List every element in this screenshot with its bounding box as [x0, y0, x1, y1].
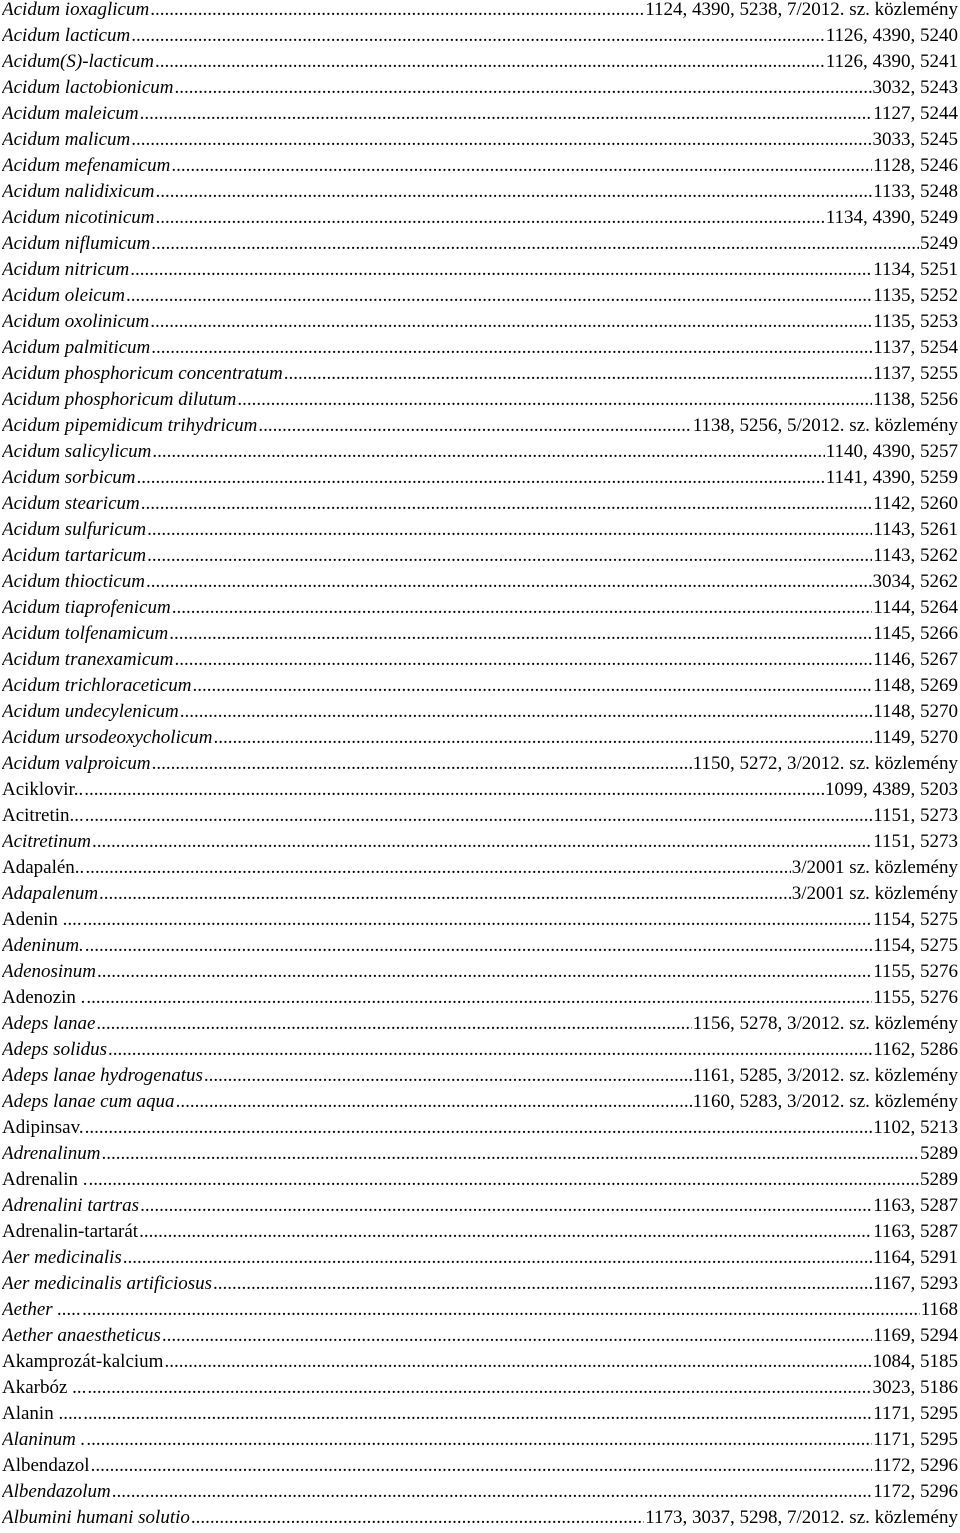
dot-leader: [156, 179, 873, 205]
index-entry: [2, 1453, 958, 1479]
dot-leader: [146, 569, 872, 595]
dot-leader: [139, 1219, 872, 1245]
dot-leader: [131, 127, 871, 153]
index-entry: [2, 1401, 958, 1427]
entry-term: Adeninum.: [2, 935, 84, 956]
entry-page-references: 1154, 5275: [873, 909, 958, 930]
entry-term: Acidum salicylicum: [2, 441, 152, 462]
index-entry: [2, 439, 958, 465]
entry-term: Acidum tolfenamicum: [2, 623, 169, 644]
entry-page-references: 3032, 5243: [872, 77, 958, 98]
dot-leader: [169, 621, 872, 647]
dot-leader: [112, 1479, 872, 1505]
entry-term: Acidum pipemidicum trihydricum: [2, 415, 258, 436]
entry-page-references: 3034, 5262: [872, 571, 958, 592]
entry-term: Acidum sulfuricum: [2, 519, 147, 540]
index-entry: [2, 1297, 958, 1323]
dot-leader: [99, 881, 791, 907]
index-entry: [2, 1479, 958, 1505]
entry-term: Acidum undecylenicum: [2, 701, 179, 722]
entry-page-references: 1168: [920, 1299, 958, 1320]
index-entry: [2, 179, 958, 205]
index-entry: [2, 699, 958, 725]
entry-page-references: 1172, 5296: [873, 1455, 958, 1476]
dot-leader: [91, 1453, 873, 1479]
entry-term: Acitretinum: [2, 831, 91, 852]
dot-leader: [102, 1141, 919, 1167]
entry-term: Acidum oxolinicum: [2, 311, 150, 332]
entry-term: Acidum tartaricum: [2, 545, 147, 566]
dot-leader: [152, 439, 824, 465]
index-entry: [2, 1245, 958, 1271]
entry-page-references: 1137, 5254: [873, 337, 958, 358]
dot-leader: [237, 387, 872, 413]
index-entry: [2, 335, 958, 361]
entry-term: Acidum valproicum: [2, 753, 151, 774]
entry-page-references: 3023, 5186: [872, 1377, 958, 1398]
index-entry: [2, 0, 958, 23]
index-entry: [2, 361, 958, 387]
index-entry: [2, 1271, 958, 1297]
index-entry: [2, 1323, 958, 1349]
index-entry: [2, 283, 958, 309]
dot-leader: [130, 257, 872, 283]
index-entry: [2, 257, 958, 283]
entry-term: Adenozin .: [2, 987, 86, 1008]
dot-leader: [258, 413, 691, 439]
entry-page-references: 1148, 5269: [873, 675, 958, 696]
dot-leader: [191, 1505, 644, 1531]
entry-page-references: 1163, 5287: [873, 1221, 958, 1242]
index-entry: [2, 777, 958, 803]
entry-term: Acidum(S)-lacticum: [2, 51, 154, 72]
entry-term: Adrenalin-tartarát: [2, 1221, 139, 1242]
dot-leader: [85, 855, 790, 881]
entry-term: Acidum thiocticum: [2, 571, 145, 592]
entry-page-references: 1163, 5287: [873, 1195, 958, 1216]
entry-term: Aether anaestheticus: [2, 1325, 161, 1346]
dot-leader: [174, 647, 872, 673]
entry-term: Adapalenum: [2, 883, 99, 904]
dot-leader: [85, 1115, 873, 1141]
entry-term: Adeps lanae hydrogenatus: [2, 1065, 203, 1086]
entry-term: Acidum trichloraceticum: [2, 675, 192, 696]
index-entry: [2, 127, 958, 153]
dot-leader: [204, 1063, 692, 1089]
entry-page-references: 1173, 3037, 5298, 7/2012. sz. közlemény: [645, 1507, 958, 1528]
dot-leader: [123, 1245, 872, 1271]
entry-page-references: 1149, 5270: [873, 727, 958, 748]
dot-leader: [140, 1193, 872, 1219]
entry-term: Acidum stearicum: [2, 493, 140, 514]
index-entry: [2, 725, 958, 751]
index-entry: [2, 1193, 958, 1219]
dot-leader: [155, 49, 825, 75]
entry-page-references: 5289: [920, 1143, 958, 1164]
entry-term: Acidum ursodeoxycholicum: [2, 727, 213, 748]
index-entry: [2, 1011, 958, 1037]
entry-page-references: 1154, 5275: [873, 935, 958, 956]
entry-term: Albendazolum: [2, 1481, 111, 1502]
dot-leader: [150, 0, 644, 23]
dot-leader: [164, 1349, 871, 1375]
entry-page-references: 1151, 5273: [873, 831, 958, 852]
dot-leader: [87, 1375, 871, 1401]
index-entry: [2, 517, 958, 543]
index-entry: [2, 647, 958, 673]
entry-page-references: 1151, 5273: [873, 805, 958, 826]
index-entry: [2, 1115, 958, 1141]
entry-term: Acidum nitricum: [2, 259, 130, 280]
entry-page-references: 1143, 5261: [873, 519, 958, 540]
entry-page-references: 1134, 5251: [873, 259, 958, 280]
entry-page-references: 1142, 5260: [873, 493, 958, 514]
dot-leader: [108, 1037, 872, 1063]
entry-page-references: 1155, 5276: [873, 961, 958, 982]
index-entry: [2, 543, 958, 569]
entry-page-references: 1138, 5256, 5/2012. sz. közlemény: [692, 415, 958, 436]
entry-page-references: 1126, 4390, 5240: [825, 25, 958, 46]
dot-leader: [151, 335, 872, 361]
index-entry: [2, 1219, 958, 1245]
index-entry: [2, 751, 958, 777]
index-entry: [2, 1349, 958, 1375]
dot-leader: [83, 1401, 872, 1427]
entry-page-references: 1137, 5255: [873, 363, 958, 384]
entry-term: Albumini humani solutio: [2, 1507, 190, 1528]
entry-page-references: 1128, 5246: [873, 155, 958, 176]
entry-term: Acidum phosphoricum concentratum: [2, 363, 283, 384]
entry-page-references: 3/2001 sz. közlemény: [791, 857, 958, 878]
dot-leader: [213, 1271, 872, 1297]
index-entry: [2, 205, 958, 231]
entry-term: Acidum nicotinicum: [2, 207, 155, 228]
entry-term: Adapalén..: [2, 857, 85, 878]
entry-page-references: 1124, 4390, 5238, 7/2012. sz. közlemény: [645, 0, 958, 20]
entry-page-references: 1133, 5248: [873, 181, 958, 202]
dot-leader: [85, 933, 872, 959]
entry-page-references: 1146, 5267: [873, 649, 958, 670]
index-entry: [2, 1375, 958, 1401]
entry-page-references: 1160, 5283, 3/2012. sz. közlemény: [692, 1091, 958, 1112]
entry-page-references: 1143, 5262: [873, 545, 958, 566]
entry-term: Acidum mefenamicum: [2, 155, 171, 176]
entry-page-references: 1156, 5278, 3/2012. sz. közlemény: [692, 1013, 958, 1034]
entry-term: Adenin ....: [2, 909, 82, 930]
dot-leader: [284, 361, 872, 387]
entry-page-references: 1171, 5295: [873, 1403, 958, 1424]
entry-term: Aer medicinalis: [2, 1247, 122, 1268]
entry-term: Acidum phosphoricum dilutum: [2, 389, 237, 410]
entry-page-references: 1172, 5296: [873, 1481, 958, 1502]
dot-leader: [151, 231, 919, 257]
dot-leader: [162, 1323, 872, 1349]
entry-term: Albendazol: [2, 1455, 90, 1476]
index-entry: [2, 75, 958, 101]
entry-page-references: 1134, 4390, 5249: [825, 207, 958, 228]
entry-page-references: 1145, 5266: [873, 623, 958, 644]
entry-page-references: 1171, 5295: [873, 1429, 958, 1450]
dot-leader: [83, 907, 873, 933]
entry-term: Acidum tiaprofenicum: [2, 597, 171, 618]
index-entry: [2, 1141, 958, 1167]
dot-leader: [86, 985, 872, 1011]
index-entry: [2, 1167, 958, 1193]
dot-leader: [88, 1167, 919, 1193]
dot-leader: [150, 309, 872, 335]
entry-term: Adeps lanae: [2, 1013, 96, 1034]
entry-term: Adrenalini tartras: [2, 1195, 140, 1216]
entry-page-references: 1127, 5244: [873, 103, 958, 124]
entry-page-references: 1150, 5272, 3/2012. sz. közlemény: [692, 753, 958, 774]
entry-term: Acidum oleicum: [2, 285, 125, 306]
dot-leader: [192, 673, 872, 699]
dot-leader: [156, 205, 825, 231]
entry-term: Acidum lactobionicum: [2, 77, 174, 98]
entry-term: Acidum lacticum: [2, 25, 131, 46]
entry-term: Adrenalinum: [2, 1143, 101, 1164]
entry-page-references: 1162, 5286: [873, 1039, 958, 1060]
entry-term: Acidum sorbicum: [2, 467, 136, 488]
entry-term: Alanin .....: [2, 1403, 83, 1424]
entry-page-references: 3/2001 sz. közlemény: [791, 883, 958, 904]
index-entry: [2, 907, 958, 933]
index-entry: [2, 933, 958, 959]
index-entry: [2, 153, 958, 179]
entry-page-references: 1102, 5213: [873, 1117, 958, 1138]
index-entry: [2, 803, 958, 829]
dot-leader: [92, 829, 872, 855]
dot-leader: [82, 1297, 920, 1323]
entry-page-references: 1169, 5294: [873, 1325, 958, 1346]
entry-page-references: 1135, 5252: [873, 285, 958, 306]
entry-page-references: 1099, 4389, 5203: [825, 779, 958, 800]
dot-leader: [147, 543, 872, 569]
entry-page-references: 1167, 5293: [873, 1273, 958, 1294]
entry-term: Aether .....: [2, 1299, 82, 1320]
dot-leader: [137, 465, 825, 491]
entry-term: Adeps lanae cum aqua: [2, 1091, 175, 1112]
entry-term: Acidum nalidixicum: [2, 181, 155, 202]
index-entry: [2, 985, 958, 1011]
entry-page-references: 1138, 5256: [873, 389, 958, 410]
entry-term: Acidum ioxaglicum: [2, 0, 150, 20]
dot-leader: [85, 803, 872, 829]
entry-page-references: 1084, 5185: [872, 1351, 958, 1372]
dot-leader: [86, 1427, 872, 1453]
index-entry: [2, 673, 958, 699]
dot-leader: [214, 725, 873, 751]
dot-leader: [172, 595, 873, 621]
entry-page-references: 1135, 5253: [873, 311, 958, 332]
index-entry: [2, 959, 958, 985]
entry-page-references: 1161, 5285, 3/2012. sz. közlemény: [692, 1065, 958, 1086]
index-entry: [2, 1427, 958, 1453]
index-entry: [2, 231, 958, 257]
entry-term: Acidum tranexamicum: [2, 649, 174, 670]
index-entry: [2, 1505, 958, 1531]
index-entry: [2, 491, 958, 517]
dot-leader: [126, 283, 872, 309]
entry-term: Acidum maleicum: [2, 103, 139, 124]
index-entry: [2, 49, 958, 75]
index-list: [2, 0, 958, 1531]
entry-term: Alaninum .: [2, 1429, 86, 1450]
entry-term: Adeps solidus: [2, 1039, 108, 1060]
entry-term: Acidum palmiticum: [2, 337, 151, 358]
index-entry: [2, 1089, 958, 1115]
entry-term: Acidum niflumicum: [2, 233, 151, 254]
index-entry: [2, 387, 958, 413]
index-entry: [2, 621, 958, 647]
dot-leader: [97, 959, 872, 985]
entry-term: Akarbóz ...: [2, 1377, 87, 1398]
dot-leader: [140, 101, 873, 127]
index-entry: [2, 595, 958, 621]
dot-leader: [147, 517, 872, 543]
entry-term: Aer medicinalis artificiosus: [2, 1273, 213, 1294]
index-entry: [2, 881, 958, 907]
entry-page-references: 1164, 5291: [873, 1247, 958, 1268]
index-entry: [2, 309, 958, 335]
dot-leader: [84, 777, 824, 803]
dot-leader: [96, 1011, 691, 1037]
index-entry: [2, 413, 958, 439]
entry-page-references: 1141, 4390, 5259: [825, 467, 958, 488]
entry-term: Adrenalin .: [2, 1169, 88, 1190]
index-entry: [2, 1063, 958, 1089]
dot-leader: [176, 1089, 692, 1115]
entry-page-references: 5249: [920, 233, 958, 254]
entry-term: Aciklovir..: [2, 779, 84, 800]
index-entry: [2, 465, 958, 491]
dot-leader: [131, 23, 824, 49]
entry-page-references: 1144, 5264: [873, 597, 958, 618]
entry-page-references: 1148, 5270: [873, 701, 958, 722]
index-entry: [2, 101, 958, 127]
dot-leader: [175, 75, 872, 101]
entry-term: Acitretin...: [2, 805, 84, 826]
entry-term: Akamprozát-kalcium: [2, 1351, 164, 1372]
entry-term: Adipinsav.: [2, 1117, 84, 1138]
entry-term: Acidum malicum: [2, 129, 131, 150]
dot-leader: [180, 699, 872, 725]
entry-page-references: 5289: [920, 1169, 958, 1190]
index-entry: [2, 829, 958, 855]
index-entry: [2, 855, 958, 881]
entry-page-references: 1140, 4390, 5257: [825, 441, 958, 462]
entry-term: Adenosinum: [2, 961, 96, 982]
dot-leader: [171, 153, 872, 179]
dot-leader: [152, 751, 692, 777]
entry-page-references: 1126, 4390, 5241: [825, 51, 958, 72]
dot-leader: [141, 491, 872, 517]
entry-page-references: 1155, 5276: [873, 987, 958, 1008]
index-entry: [2, 569, 958, 595]
index-entry: [2, 1037, 958, 1063]
index-entry: [2, 23, 958, 49]
entry-page-references: 3033, 5245: [872, 129, 958, 150]
